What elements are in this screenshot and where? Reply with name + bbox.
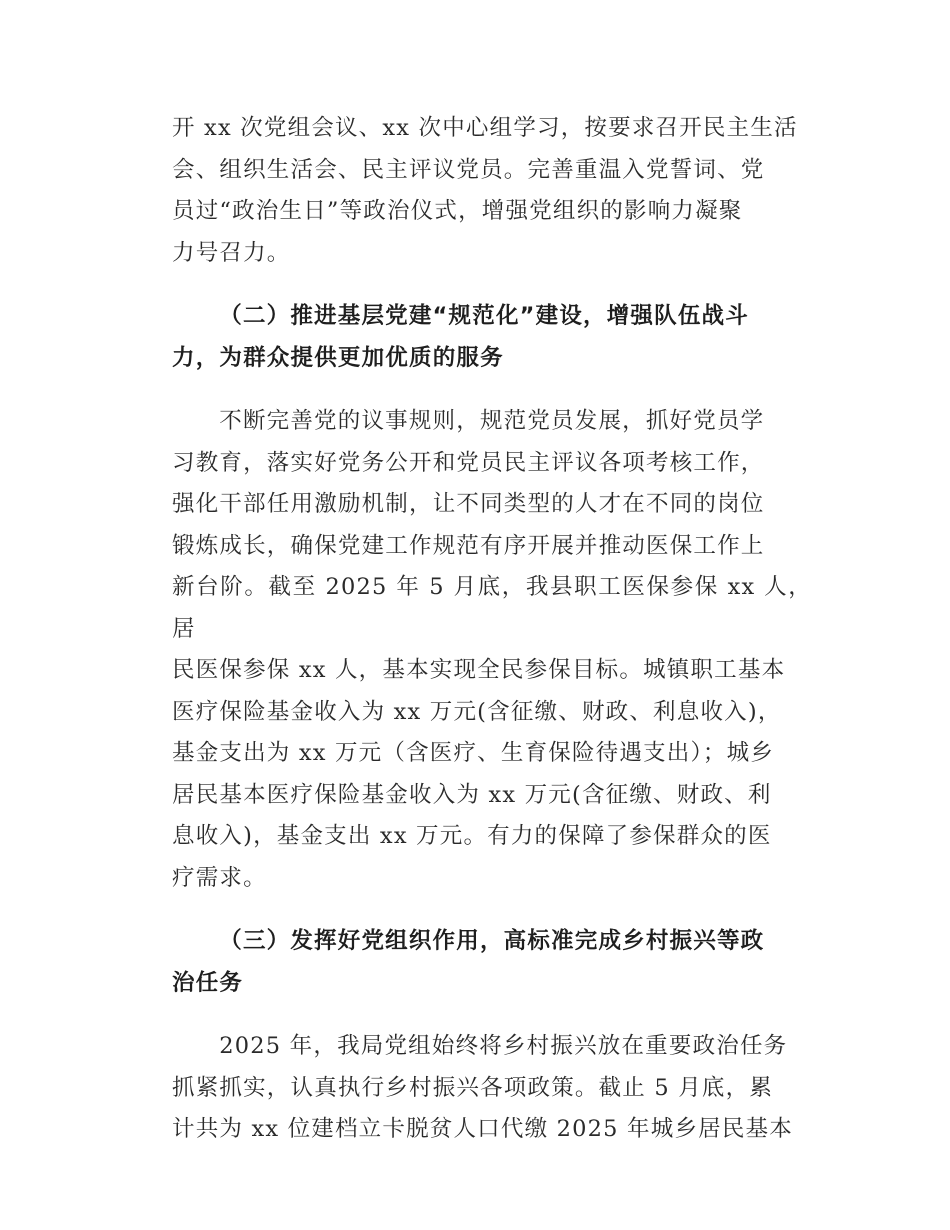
section-heading-standardization: （二）推进基层党建“规范化”建设，增强队伍战斗 力，为群众提供更加优质的服务 <box>172 303 749 371</box>
paragraph-medical-insurance: 不断完善党的议事规则，规范党员发展，抓好党员学 习教育，落实好党务公开和党员民主评议各项考核工作， 强化干部任用激励机制，让不同类型的人才在不同的岗位 锻炼成长，确保党建工作规范有序开展并推动医保工作上 新台阶。截至 2025 年 5 月底，我县职工医保参保 xx 人，居 民医保参保 xx 人，基本实现全民参保目标。城镇职工基本 医疗保险基金收入为 xx 万元(含征缴、财政、利息收入)， 基金支出为 xx 万元（含医疗、生育保险待遇支出）；城乡 居民基本医疗保险基金收入为 xx 万元(含征缴、财政、利 息收入)，基金支出 xx 万元。有力的保障了参保群众的医 疗需求。 <box>172 408 812 891</box>
paragraph-party-meetings: 开 xx 次党组会议、xx 次中心组学习，按要求召开民主生活 会、组织生活会、民主评议党员。完善重温入党誓词、党 员过“政治生日”等政治仪式，增强党组织的影响力凝聚 力号召力。 <box>172 115 798 266</box>
section-heading-rural-revitalization: （三）发挥好党组织作用，高标准完成乡村振兴等政 治任务 <box>172 928 765 996</box>
document-body <box>172 108 812 1151</box>
paragraph-rural-revitalization: 2025 年，我局党组始终将乡村振兴放在重要政治任务 抓紧抓实，认真执行乡村振兴各项政策。截止 5 月底，累 计共为 xx 位建档立卡脱贫人口代缴 2025 年城乡居民基本 <box>172 1033 793 1142</box>
